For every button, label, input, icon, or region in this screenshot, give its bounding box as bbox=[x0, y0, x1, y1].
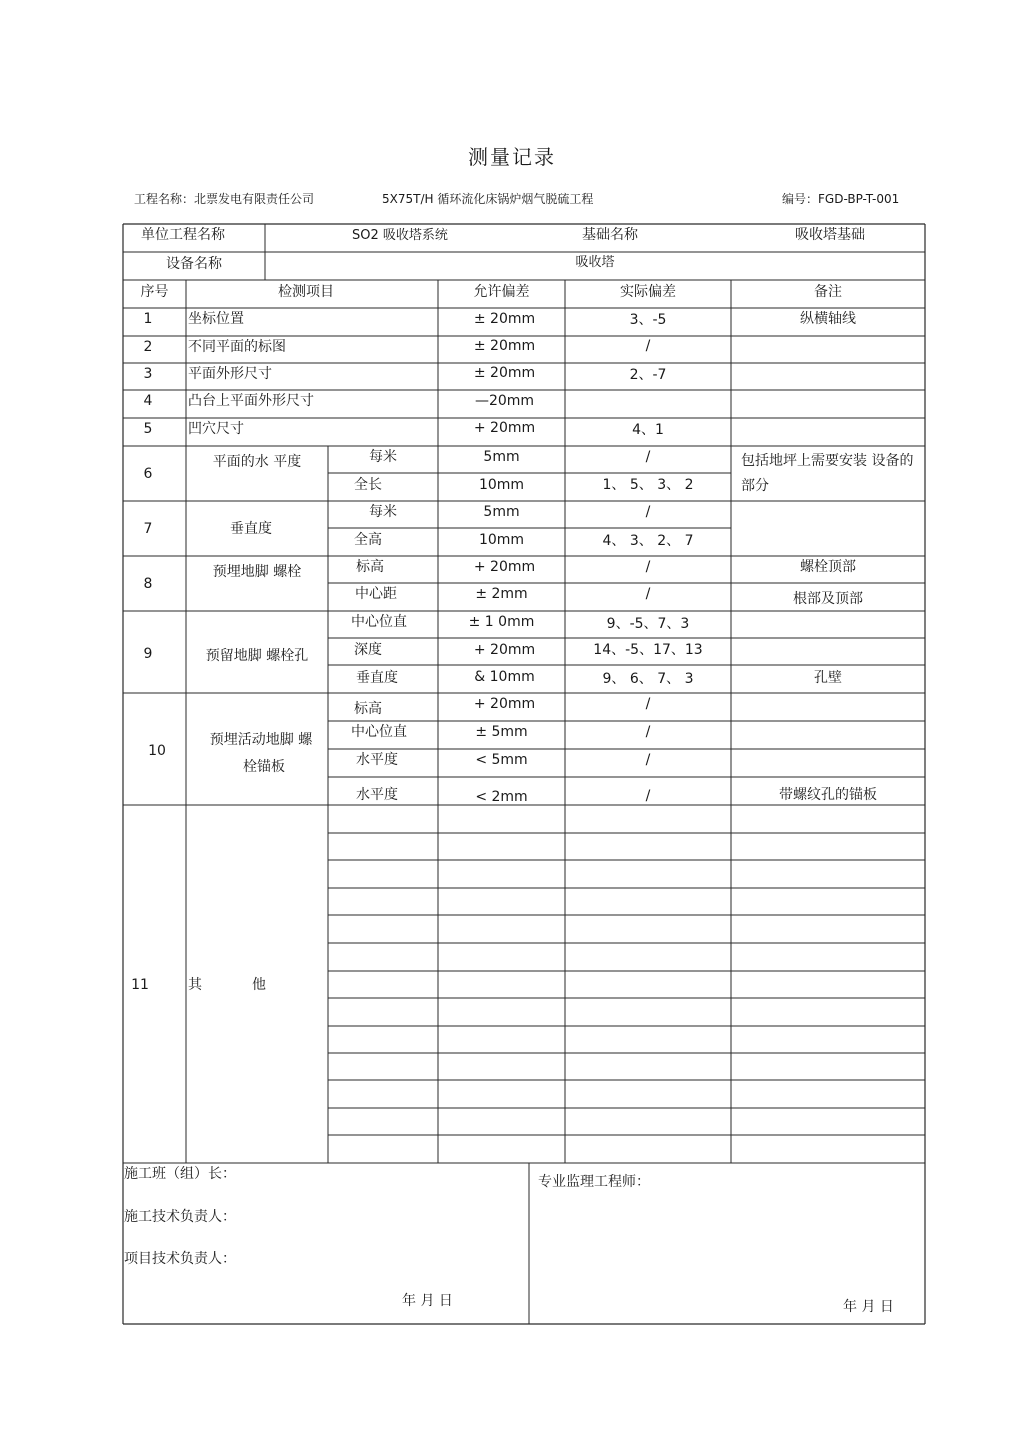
row-10-allowed-2: ± 5mm bbox=[475, 724, 528, 740]
row-4-allowed: —20mm bbox=[474, 393, 535, 409]
row-6-allowed-2: 10mm bbox=[478, 477, 525, 493]
row-9-actual-1: 9、-5、7、3 bbox=[606, 616, 690, 632]
row-10-actual-3: / bbox=[645, 752, 651, 768]
column-header-note: 备注 bbox=[814, 284, 842, 300]
row-8-actual-2: / bbox=[645, 586, 651, 602]
row-10-actual-4: / bbox=[645, 788, 651, 804]
date-left: 年 月 日 bbox=[402, 1293, 453, 1309]
row-7-sub-2: 全高 bbox=[354, 532, 382, 548]
row-1-item: 坐标位置 bbox=[188, 311, 244, 327]
row-6-allowed-1: 5mm bbox=[483, 449, 520, 465]
row-6-seq: 6 bbox=[143, 466, 153, 482]
unit-project-value: SO2 吸收塔系统 bbox=[352, 228, 448, 243]
unit-project-label: 单位工程名称 bbox=[141, 227, 225, 243]
row-6-note: 包括地坪上需要安装 设备的部分 bbox=[741, 453, 914, 494]
row-8-note-2: 根部及顶部 bbox=[793, 591, 863, 607]
row-10-note-4: 带螺纹孔的锚板 bbox=[779, 787, 877, 803]
row-3-item: 平面外形尺寸 bbox=[188, 366, 272, 382]
row-5-actual: 4、1 bbox=[632, 422, 664, 438]
row-10-allowed-4: < 2mm bbox=[475, 789, 528, 805]
project-name: 工程名称：北票发电有限责任公司 bbox=[134, 192, 315, 206]
row-8-seq: 8 bbox=[143, 576, 153, 592]
row-8-note-1: 螺栓顶部 bbox=[800, 559, 856, 575]
row-2-item: 不同平面的标图 bbox=[188, 339, 286, 355]
row-8-sub-2: 中心距 bbox=[355, 586, 397, 602]
row-2-seq: 2 bbox=[143, 339, 153, 355]
row-3-seq: 3 bbox=[143, 366, 153, 382]
row-10-sub-2: 中心位直 bbox=[351, 724, 407, 740]
row-10-actual-2: / bbox=[645, 724, 651, 740]
row-9-seq: 9 bbox=[143, 646, 153, 662]
row-10-actual-1: / bbox=[645, 696, 651, 712]
row-3-allowed: ± 20mm bbox=[473, 365, 536, 381]
row-2-allowed: ± 20mm bbox=[473, 338, 536, 354]
construction-tech-lead-label: 施工技术负责人： bbox=[124, 1209, 236, 1225]
row-10-item-line-2: 栓锚板 bbox=[243, 759, 285, 775]
column-header-item: 检测项目 bbox=[278, 284, 334, 300]
row-9-note-3: 孔壁 bbox=[814, 670, 842, 686]
row-10-sub-1: 标高 bbox=[354, 701, 382, 717]
row-9-actual-2: 14、-5、17、13 bbox=[593, 642, 703, 658]
row-5-item: 凹穴尺寸 bbox=[188, 421, 244, 437]
row-10-allowed-3: < 5mm bbox=[475, 752, 528, 768]
page-title: 测量记录 bbox=[468, 145, 556, 169]
row-11-seq: 11 bbox=[131, 977, 149, 993]
row-8-allowed-2: ± 2mm bbox=[475, 586, 528, 602]
row-6-sub-1: 每米 bbox=[369, 449, 397, 465]
column-header-allowed: 允许偏差 bbox=[473, 284, 530, 300]
row-11-item-part-1: 其 bbox=[188, 977, 202, 993]
row-5-seq: 5 bbox=[143, 421, 153, 437]
row-3-actual: 2、-7 bbox=[629, 367, 667, 383]
row-9-allowed-2: + 20mm bbox=[473, 642, 536, 658]
row-9-allowed-3: & 10mm bbox=[474, 669, 535, 685]
row-9-sub-2: 深度 bbox=[354, 642, 382, 658]
row-7-allowed-1: 5mm bbox=[483, 504, 520, 520]
row-7-sub-1: 每米 bbox=[369, 504, 397, 520]
row-1-actual: 3、-5 bbox=[629, 312, 667, 328]
project-tech-lead-label: 项目技术负责人： bbox=[124, 1251, 236, 1267]
row-9-item: 预留地脚 螺栓孔 bbox=[205, 648, 309, 664]
row-7-item: 垂直度 bbox=[230, 521, 272, 537]
row-8-item: 预埋地脚 螺栓 bbox=[212, 564, 302, 580]
row-4-item: 凸台上平面外形尺寸 bbox=[188, 393, 314, 409]
row-8-actual-1: / bbox=[645, 559, 651, 575]
row-7-allowed-2: 10mm bbox=[478, 532, 525, 548]
row-8-allowed-1: + 20mm bbox=[473, 559, 536, 575]
row-10-item-line-1: 预埋活动地脚 螺 bbox=[209, 732, 313, 748]
row-8-sub-1: 标高 bbox=[356, 559, 384, 575]
equipment-name-label: 设备名称 bbox=[166, 256, 222, 272]
base-name-label: 基础名称 bbox=[582, 227, 638, 243]
project-description: 5X75T/H 循环流化床锅炉烟气脱硫工程 bbox=[382, 192, 594, 206]
row-9-actual-3: 9、 6、 7、 3 bbox=[602, 671, 694, 687]
row-9-sub-1: 中心位直 bbox=[351, 614, 407, 630]
row-9-allowed-1: ± 1 0mm bbox=[468, 614, 535, 630]
row-6-item: 平面的水 平度 bbox=[212, 454, 302, 470]
row-6-actual-2: 1、 5、 3、 2 bbox=[602, 477, 694, 493]
row-10-seq: 10 bbox=[148, 743, 166, 759]
row-10-allowed-1: + 20mm bbox=[473, 696, 536, 712]
row-11-item-part-2: 他 bbox=[252, 977, 266, 993]
row-9-sub-3: 垂直度 bbox=[356, 670, 398, 686]
row-10-sub-3: 水平度 bbox=[356, 752, 398, 768]
team-leader-label: 施工班（组）长： bbox=[124, 1166, 236, 1182]
row-1-seq: 1 bbox=[143, 311, 153, 327]
date-right: 年 月 日 bbox=[843, 1299, 894, 1315]
base-name-value: 吸收塔基础 bbox=[795, 227, 865, 243]
row-1-allowed: ± 20mm bbox=[473, 311, 536, 327]
supervisor-label: 专业监理工程师： bbox=[538, 1174, 650, 1190]
column-header-actual: 实际偏差 bbox=[620, 284, 676, 300]
row-4-seq: 4 bbox=[143, 393, 153, 409]
equipment-name-value: 吸收塔 bbox=[575, 255, 615, 270]
row-5-allowed: + 20mm bbox=[473, 420, 536, 436]
row-7-actual-2: 4、 3、 2、 7 bbox=[602, 533, 694, 549]
row-7-seq: 7 bbox=[143, 521, 153, 537]
row-6-sub-2: 全长 bbox=[354, 477, 382, 493]
row-1-note: 纵横轴线 bbox=[800, 311, 856, 327]
row-6-actual-1: / bbox=[645, 449, 651, 465]
row-2-actual: / bbox=[645, 338, 651, 354]
row-10-sub-4: 水平度 bbox=[356, 787, 398, 803]
document-code: 编号：FGD-BP-T-001 bbox=[782, 192, 900, 206]
row-7-actual-1: / bbox=[645, 504, 651, 520]
column-header-seq: 序号 bbox=[140, 284, 169, 300]
